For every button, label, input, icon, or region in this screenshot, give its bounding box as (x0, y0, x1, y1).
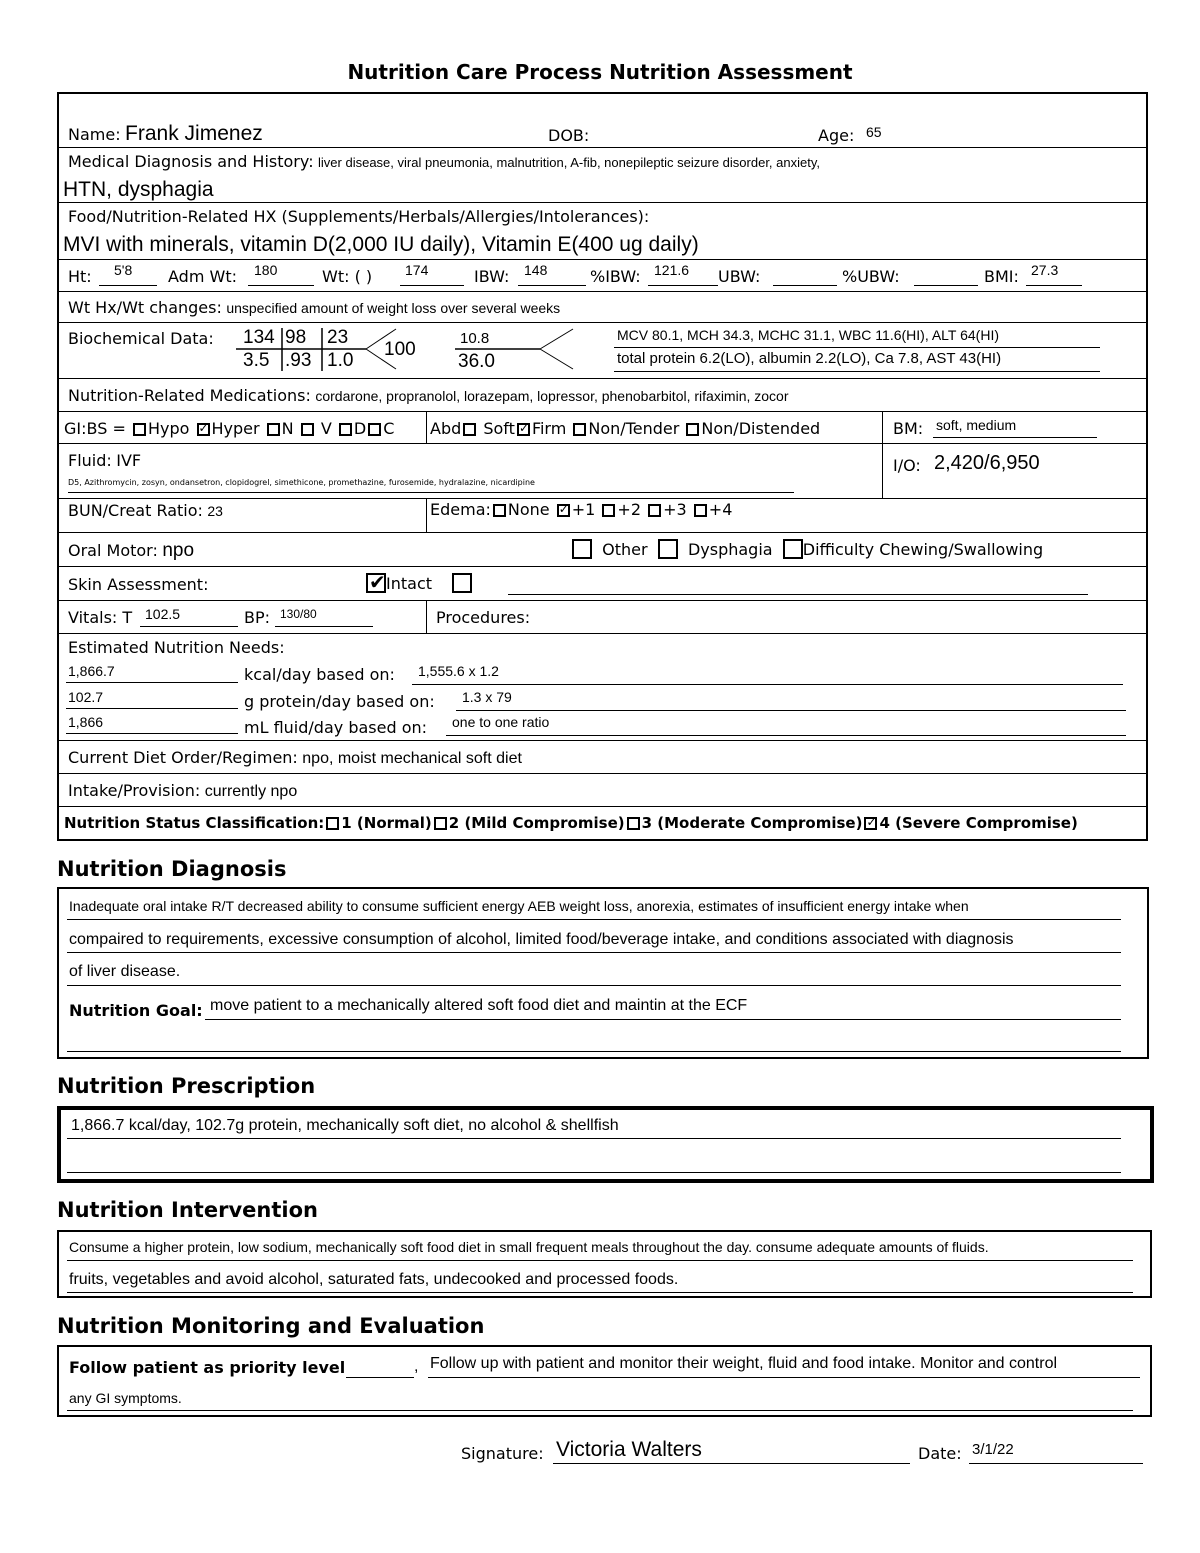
lab-hct: 36.0 (458, 351, 495, 372)
monitoring-line1: Follow up with patient and monitor their weight, fluid and food intake. Monitor and control (430, 1355, 1058, 1372)
diagnosis-line1: Inadequate oral intake R/T decreased ability to consume sufficient energy AEB weight loss, anorexia, estimates of insufficient energy intake when (69, 898, 969, 914)
protein-basis: 1.3 x 79 (462, 689, 512, 705)
bmi-value: 27.3 (1031, 262, 1059, 278)
lab-line1: MCV 80.1, MCH 34.3, MCHC 31.1, WBC 11.6(HI), ALT 64(HI) (617, 327, 999, 343)
status-4-checkbox[interactable] (864, 817, 877, 830)
hyper-label: Hyper (211, 419, 260, 438)
date-value: 3/1/22 (972, 1441, 1014, 1458)
edema-4-label: +4 (708, 500, 733, 519)
intake-label: Intake/Provision: (68, 781, 201, 800)
bm-label: BM: (893, 419, 924, 438)
status-2-label: 2 (Mild Compromise) (448, 814, 625, 832)
temp-value: 102.5 (145, 606, 181, 622)
edema-label: Edema: (430, 500, 491, 519)
wt-value: 174 (405, 262, 429, 278)
signature-value: Victoria Walters (556, 1438, 702, 1461)
gi-bs-label: GI:BS = (64, 419, 126, 438)
lab-hgb: 10.8 (460, 330, 490, 347)
hyper-checkbox[interactable] (197, 423, 210, 436)
status-3-label: 3 (Moderate Compromise) (641, 814, 863, 832)
meds-label: Nutrition-Related Medications: (68, 386, 311, 405)
ibw-label: IBW: (474, 267, 510, 286)
intact-label: Intact (386, 574, 433, 593)
skin-label: Skin Assessment: (68, 575, 209, 594)
dysphagia-label: Dysphagia (687, 540, 773, 559)
dob-label: DOB: (548, 126, 590, 145)
hypo-checkbox[interactable] (133, 423, 146, 436)
oral-motor-value: npo (162, 540, 195, 561)
nontender-checkbox[interactable] (573, 423, 586, 436)
name-label: Name: (68, 125, 121, 144)
d-checkbox[interactable] (339, 423, 352, 436)
fluid-value: IVF (116, 451, 142, 470)
soft-label: Soft (483, 419, 515, 438)
lab-cl: 98 (285, 327, 307, 348)
wt-hx-value: unspecified amount of weight loss over several weeks (226, 300, 561, 316)
io-value: 2,420/6,950 (934, 452, 1040, 474)
protein-value: 102.7 (68, 689, 104, 705)
diet-label: Current Diet Order/Regimen: (68, 748, 298, 767)
medical-history-label: Medical Diagnosis and History: (68, 152, 314, 171)
skin-other-checkbox[interactable] (452, 573, 472, 593)
edema-1-checkbox[interactable] (557, 504, 570, 517)
pubw-label: %UBW: (842, 267, 900, 286)
bp-value: 130/80 (280, 607, 317, 621)
temp-label: Vitals: T (68, 608, 133, 627)
prescription-heading: Nutrition Prescription (57, 1074, 316, 1098)
firm-label: Firm (531, 419, 567, 438)
d-label: D (353, 419, 367, 438)
meds-value: cordarone, propranolol, lorazepam, lopressor, phenobarbitol, rifaximin, zocor (315, 388, 789, 404)
monitoring-line2: any GI symptoms. (69, 1390, 182, 1406)
fluid-needs-value: 1,866 (68, 714, 104, 730)
bun-creat-value: 23 (207, 503, 223, 519)
lab-k: 3.5 (243, 350, 270, 371)
bp-label: BP: (244, 608, 271, 627)
status-label: Nutrition Status Classification: (64, 814, 325, 832)
diagnosis-heading: Nutrition Diagnosis (57, 857, 287, 881)
other-label: Other (602, 540, 648, 559)
lab-co2: .93 (285, 350, 312, 371)
protein-label: g protein/day based on: (244, 692, 435, 711)
fluid-needs-label: mL fluid/day based on: (244, 718, 428, 737)
date-label: Date: (918, 1444, 962, 1463)
intervention-line2: fruits, vegetables and avoid alcohol, saturated fats, undecooked and processed foods. (69, 1271, 679, 1288)
other-checkbox[interactable] (572, 539, 592, 559)
edema-4-checkbox[interactable] (694, 504, 707, 517)
edema-2-checkbox[interactable] (602, 504, 615, 517)
abd-row (430, 419, 820, 438)
wt-hx-label: Wt Hx/Wt changes: (68, 298, 222, 317)
kcal-label: kcal/day based on: (244, 665, 395, 684)
medical-history-line1: liver disease, viral pneumonia, malnutrition, A-fib, nonepileptic seizure disorder, anxiety, (318, 155, 820, 170)
priority-comma: , (414, 1358, 419, 1375)
monitoring-heading: Nutrition Monitoring and Evaluation (57, 1314, 485, 1338)
medical-history-line2: HTN, dysphagia (63, 178, 214, 201)
io-label: I/O: (893, 456, 921, 475)
status-2-checkbox[interactable] (434, 817, 447, 830)
nondistended-label: Non/Distended (701, 419, 821, 438)
patient-name: Frank Jimenez (125, 122, 263, 145)
procedures-label: Procedures: (436, 608, 531, 627)
nontender-label: Non/Tender (588, 419, 680, 438)
difficulty-checkbox[interactable] (783, 539, 803, 559)
lab-na: 134 (243, 327, 275, 348)
lab-cr: 1.0 (327, 350, 354, 371)
v-checkbox[interactable] (301, 423, 314, 436)
adm-wt-value: 180 (254, 262, 278, 278)
fluid-basis: one to one ratio (452, 714, 550, 730)
intact-checkbox[interactable] (366, 573, 386, 593)
edema-3-label: +3 (663, 500, 687, 519)
skin-options (366, 573, 472, 593)
signature-label: Signature: (461, 1444, 544, 1463)
kcal-basis: 1,555.6 x 1.2 (418, 663, 499, 679)
diagnosis-line2: compaired to requirements, excessive consumption of alcohol, limited food/beverage intake, and conditions associated with diagnosis (69, 931, 1014, 948)
pibw-value: 121.6 (654, 262, 690, 278)
goal-label: Nutrition Goal: (69, 1001, 203, 1020)
n-checkbox[interactable] (267, 423, 280, 436)
edema-none-checkbox[interactable] (493, 504, 506, 517)
difficulty-label: Difficulty Chewing/Swallowing (802, 540, 1044, 559)
firm-checkbox[interactable] (517, 423, 530, 436)
ht-value: 5'8 (114, 262, 133, 278)
diet-value: npo, moist mechanical soft diet (302, 750, 522, 767)
ubw-label: UBW: (718, 267, 761, 286)
lab-glu: 100 (384, 339, 416, 360)
status-1-checkbox[interactable] (326, 817, 339, 830)
priority-label: Follow patient as priority level (69, 1358, 346, 1377)
oral-motor-label: Oral Motor: (68, 541, 158, 560)
n-label: N (281, 419, 294, 438)
page-title: Nutrition Care Process Nutrition Assessment (347, 60, 853, 84)
lab-line2: total protein 6.2(LO), albumin 2.2(LO), Ca 7.8, AST 43(HI) (617, 350, 1002, 367)
food-history-value: MVI with minerals, vitamin D(2,000 IU daily), Vitamin E(400 ug daily) (63, 233, 699, 256)
kcal-value: 1,866.7 (68, 663, 115, 679)
adm-wt-label: Adm Wt: (168, 267, 237, 286)
status-1-label: 1 (Normal) (341, 814, 432, 832)
diagnosis-line3: of liver disease. (69, 963, 181, 980)
fluid-label: Fluid: (68, 451, 112, 470)
bmi-label: BMI: (984, 267, 1019, 286)
dysphagia-checkbox[interactable] (658, 539, 678, 559)
c-label: C (383, 419, 395, 438)
edema-1-label: +1 (571, 500, 596, 519)
lab-fishbone (236, 325, 406, 375)
fluid-meds: D5, Azithromycin, zosyn, ondansetron, clopidogrel, simethicone, promethazine, furosemide, hydralazine, nicardipine (68, 478, 535, 487)
gi-row (64, 419, 394, 438)
status-row (64, 814, 1078, 832)
bun-creat-label: BUN/Creat Ratio: (68, 501, 203, 520)
edema-3-checkbox[interactable] (648, 504, 661, 517)
v-label: V (320, 419, 332, 438)
edema-2-label: +2 (617, 500, 642, 519)
ibw-value: 148 (524, 262, 548, 278)
intake-value: currently npo (204, 783, 298, 800)
lab-bun: 23 (327, 327, 349, 348)
goal-value: move patient to a mechanically altered soft food diet and maintin at the ECF (210, 997, 748, 1014)
biochem-label: Biochemical Data: (68, 329, 214, 348)
wt-label: Wt: ( ) (322, 267, 373, 286)
c-checkbox[interactable] (368, 423, 381, 436)
age-value: 65 (866, 124, 882, 140)
abd-label: Abd (430, 419, 462, 438)
food-history-label: Food/Nutrition-Related HX (Supplements/Herbals/Allergies/Intolerances): (68, 207, 650, 226)
pibw-label: %IBW: (590, 267, 641, 286)
bm-value: soft, medium (936, 417, 1017, 433)
abd-checkbox[interactable] (463, 423, 476, 436)
hypo-label: Hypo (147, 419, 190, 438)
age-label: Age: (818, 126, 855, 145)
edema-row (430, 500, 732, 519)
status-3-checkbox[interactable] (627, 817, 640, 830)
prescription-line1: 1,866.7 kcal/day, 102.7g protein, mechanically soft diet, no alcohol & shellfish (71, 1117, 619, 1134)
ht-label: Ht: (68, 267, 92, 286)
intervention-heading: Nutrition Intervention (57, 1198, 318, 1222)
needs-label: Estimated Nutrition Needs: (68, 638, 285, 657)
intervention-line1: Consume a higher protein, low sodium, mechanically soft food diet in small frequent meals throughout the day. consume adequate amounts of fluids. (69, 1239, 989, 1255)
status-4-label: 4 (Severe Compromise) (879, 814, 1078, 832)
lab-hh-fishbone (455, 325, 580, 375)
oral-options (572, 539, 1043, 559)
edema-none-label: None (507, 500, 550, 519)
nondistended-checkbox[interactable] (686, 423, 699, 436)
